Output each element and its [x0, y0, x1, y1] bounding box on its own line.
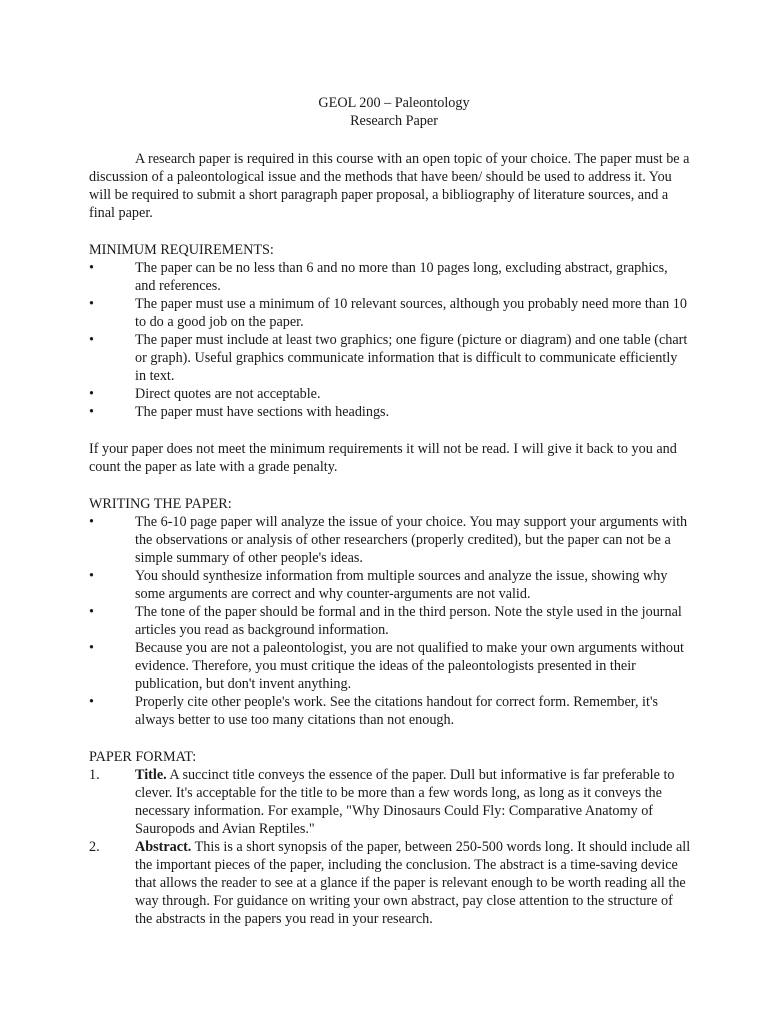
bullet-marker: •	[89, 514, 94, 530]
item-term: Abstract.	[135, 839, 192, 855]
list-item	[89, 385, 691, 403]
list-item	[89, 295, 691, 331]
list-item-text: Properly cite other people's work. See the citations handout for correct form. Remember, it's always better to use too many citations than not enough.	[135, 694, 659, 728]
writing-section	[89, 495, 691, 729]
bullet-marker: •	[89, 386, 94, 402]
item-text: This is a short synopsis of the paper, between 250-500 words long. It should include all the important pieces of the paper, including the conclusion. The abstract is a time-saving device that allows the reader to see at a glance if the paper is relevant enough to be worth reading all the way through. For guidance on writing your own abstract, pay close attention to the structure of the abstracts in the papers you read in your research.	[135, 839, 691, 927]
list-item-text: The tone of the paper should be formal and in the third person. Note the style used in the journal articles you read as background information.	[135, 604, 682, 638]
bullet-marker: •	[89, 260, 94, 276]
list-item	[89, 693, 691, 729]
item-number: 2.	[89, 839, 100, 855]
paper-format-list	[89, 766, 691, 928]
paper-format-section	[89, 748, 691, 928]
bullet-marker: •	[89, 568, 94, 584]
list-item	[89, 639, 691, 693]
list-item-text: The paper must include at least two graphics; one figure (picture or diagram) and one table (chart or graph). Useful graphics communicate information that is difficult to communicate efficiently in text.	[135, 332, 688, 384]
course-title: GEOL 200 – Paleontology	[318, 95, 470, 111]
list-item	[89, 259, 691, 295]
list-item-text: Direct quotes are not acceptable.	[135, 386, 321, 402]
list-item	[89, 838, 691, 928]
item-number: 1.	[89, 767, 100, 783]
list-item-text: The paper must use a minimum of 10 relevant sources, although you probably need more than 10 to do a good job on the paper.	[135, 296, 687, 330]
bullet-marker: •	[89, 296, 94, 312]
list-item-text: You should synthesize information from multiple sources and analyze the issue, showing why some arguments are correct and why counter-arguments are not valid.	[135, 568, 668, 602]
bullet-marker: •	[89, 604, 94, 620]
item-term: Title.	[135, 767, 167, 783]
section-heading-paper-format: PAPER FORMAT:	[89, 749, 197, 765]
document-title: Research Paper	[350, 113, 438, 129]
minimum-requirements-list	[89, 259, 691, 421]
item-text: A succinct title conveys the essence of the paper. Dull but informative is far preferable to clever. It's acceptable for the title to be more than a few words long, as long as it conveys the necessary information. For example, "Why Dinosaurs Could Fly: Comparative Anatomy of Sauropods and Avian Reptiles."	[135, 767, 675, 837]
list-item-text: The paper can be no less than 6 and no more than 10 pages long, excluding abstract, graphics, and references.	[135, 260, 668, 294]
list-item-text: The paper must have sections with headings.	[135, 404, 390, 420]
document-header	[97, 94, 691, 130]
list-item	[89, 331, 691, 385]
list-item	[89, 567, 691, 603]
section-heading-writing: WRITING THE PAPER:	[89, 496, 232, 512]
list-item	[89, 513, 691, 567]
list-item-text: Because you are not a paleontologist, you are not qualified to make your own arguments without evidence. Therefore, you must critique the ideas of the paleontologists presented in their publication, but don't invent anything.	[135, 640, 684, 692]
list-item	[89, 603, 691, 639]
list-item-text: The 6-10 page paper will analyze the issue of your choice. You may support your arguments with the observations or analysis of other researchers (properly credited), but the paper can not be a simple summary of other people's ideas.	[135, 514, 688, 566]
list-item	[89, 766, 691, 838]
bullet-marker: •	[89, 640, 94, 656]
bullet-marker: •	[89, 404, 94, 420]
bullet-marker: •	[89, 332, 94, 348]
document-page	[89, 94, 691, 928]
writing-list	[89, 513, 691, 729]
minimum-requirements-section	[89, 241, 691, 421]
section-heading-minimum-requirements: MINIMUM REQUIREMENTS:	[89, 242, 274, 258]
intro-paragraph: A research paper is required in this course with an open topic of your choice. The paper must be a discussion of a paleontological issue and the methods that have been/ should be used to address it. You will be required to submit a short paragraph paper proposal, a bibliography of literature sources, and a final paper.	[89, 151, 690, 221]
bullet-marker: •	[89, 694, 94, 710]
late-penalty-paragraph: If your paper does not meet the minimum requirements it will not be read. I will give it back to you and count the paper as late with a grade penalty.	[89, 441, 677, 475]
list-item	[89, 403, 691, 421]
